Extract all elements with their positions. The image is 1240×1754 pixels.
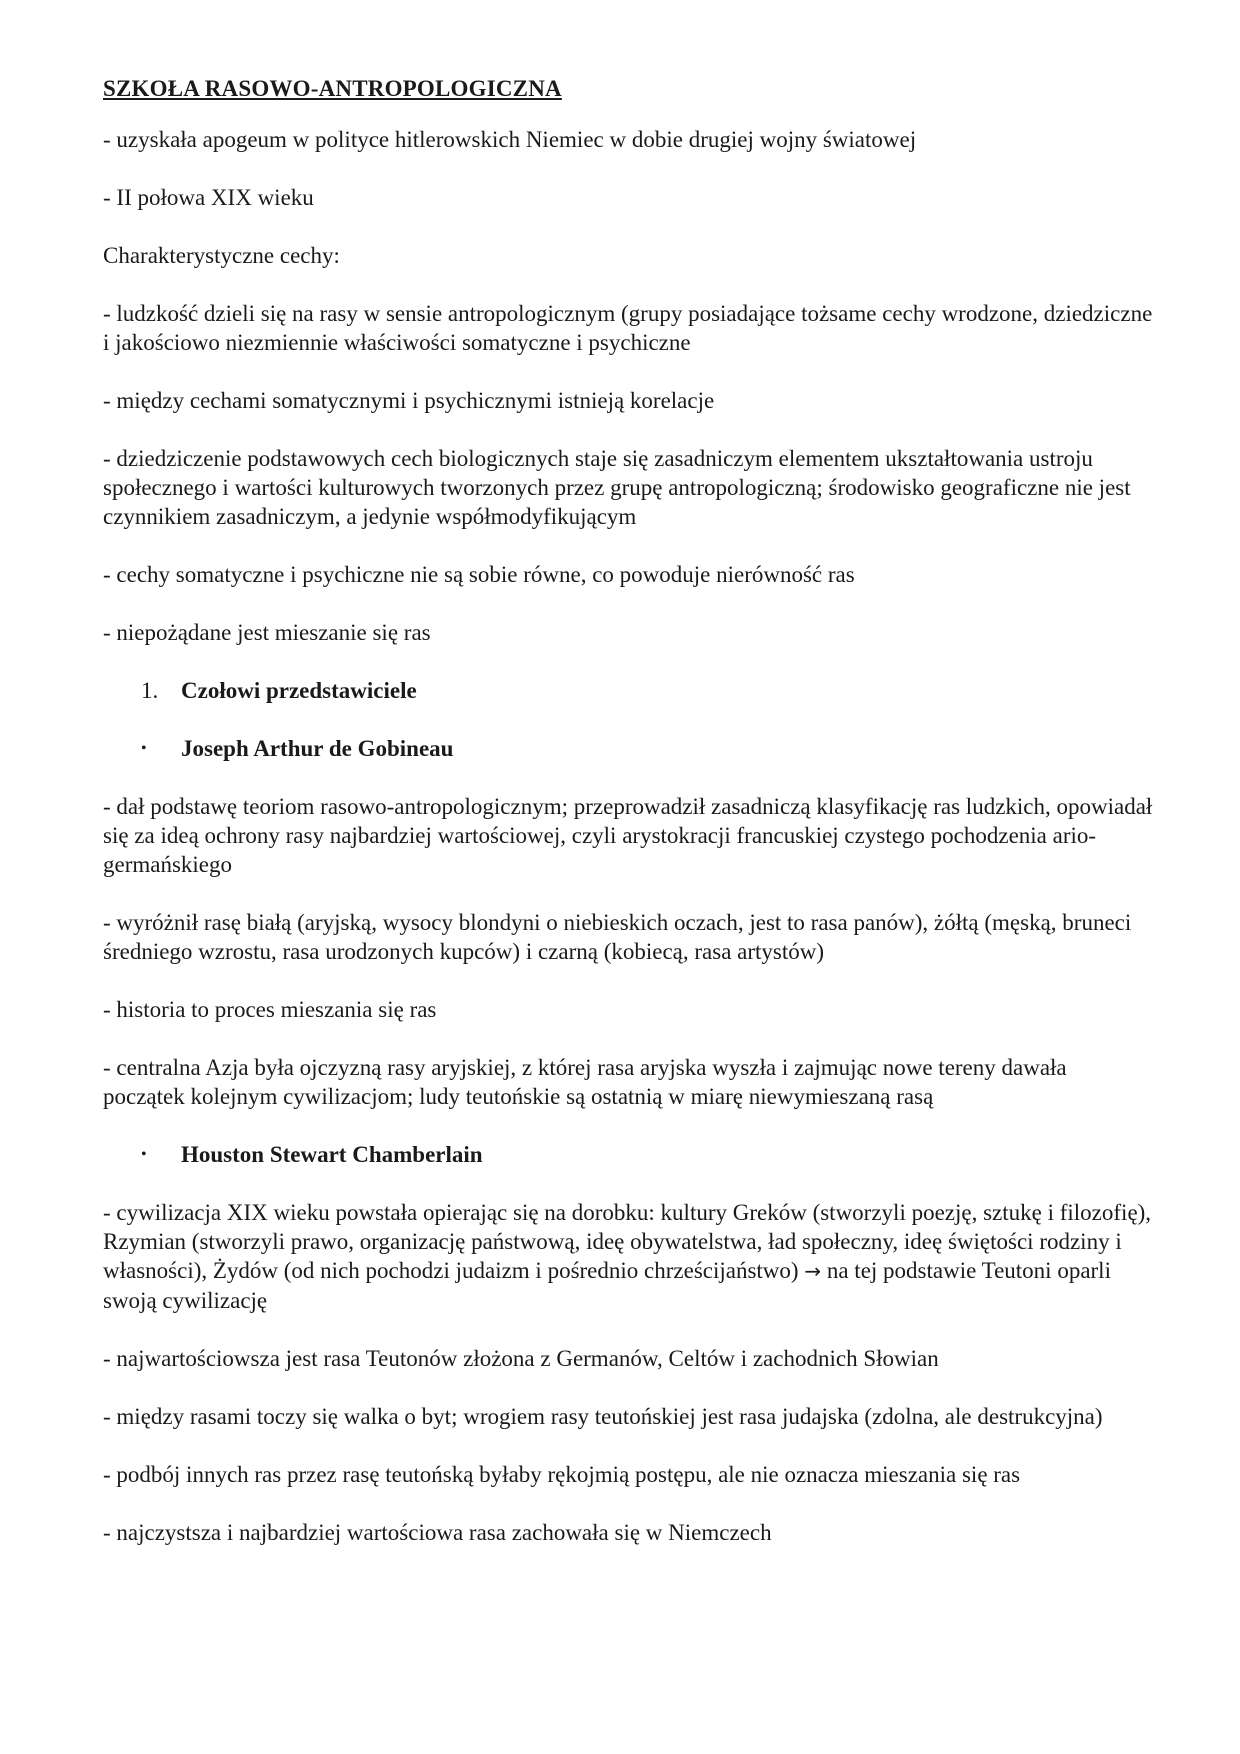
intro-paragraph: - ludzkość dzieli się na rasy w sensie antropologicznym (grupy posiadające tożsame cechy wrodzone, dziedziczne i jakościowo niezmiennie właściwości somatyczne i psychiczne (103, 301, 1153, 355)
gobineau-point: - wyróżnił rasę białą (aryjską, wysocy blondyni o niebieskich oczach, jest to rasa panów), żółtą (męską, bruneci średniego wzrostu, rasa urodzonych kupców) i czarną (kobiecą, rasa artystów) (103, 910, 1132, 964)
person-name: Joseph Arthur de Gobineau (181, 736, 454, 761)
intro-paragraph: - II połowa XIX wieku (103, 185, 314, 210)
person-heading-chamberlain (103, 1140, 1153, 1169)
person-heading-gobineau (103, 734, 1153, 763)
section-label: Czołowi przedstawiciele (181, 678, 417, 703)
intro-paragraph: - uzyskała apogeum w polityce hitlerowskich Niemiec w dobie drugiej wojny światowej (103, 127, 917, 152)
arrow-right-icon: → (804, 1259, 822, 1283)
document-body (103, 74, 1153, 1576)
chamberlain-point: - między rasami toczy się walka o byt; wrogiem rasy teutońskiej jest rasa judajska (zdolna, ale destrukcyjna) (103, 1404, 1103, 1429)
bullet-icon: • (141, 1146, 147, 1163)
chamberlain-point: - najczystsza i najbardziej wartościowa rasa zachowała się w Niemczech (103, 1520, 772, 1545)
intro-paragraph: - cechy somatyczne i psychiczne nie są sobie równe, co powoduje nierówność ras (103, 562, 855, 587)
document-title: SZKOŁA RASOWO-ANTROPOLOGICZNA (103, 76, 562, 101)
intro-paragraph: - między cechami somatycznymi i psychicznymi istnieją korelacje (103, 388, 715, 413)
chamberlain-point: - podbój innych ras przez rasę teutońską byłaby rękojmią postępu, ale nie oznacza mieszania się ras (103, 1462, 1021, 1487)
gobineau-point: - centralna Azja była ojczyzną rasy aryjskiej, z której rasa aryjska wyszła i zajmując nowe tereny dawała początek kolejnym cywilizacjom; ludy teutońskie są ostatnią w miarę niewymieszaną rasą (103, 1055, 1067, 1109)
chamberlain-point: - najwartościowsza jest rasa Teutonów złożona z Germanów, Celtów i zachodnich Słowian (103, 1346, 939, 1371)
bullet-icon: • (141, 740, 147, 757)
section-heading (103, 676, 1153, 705)
intro-heading: Charakterystyczne cechy: (103, 243, 340, 268)
intro-paragraph: - niepożądane jest mieszanie się ras (103, 620, 431, 645)
chamberlain-point (103, 1198, 1153, 1315)
chamberlain-point-text: - cywilizacja XIX wieku powstała opierając się na dorobku: kultury Greków (stworzyli poezję, sztukę i filozofię), Rzymian (stworzyli prawo, organizację państwową, ideę obywatelstwa, ład społeczny, ideę świętości rodziny i własności), Żydów (od nich pochodzi judaizm i pośrednio chrześcijaństwo) (103, 1200, 1152, 1283)
chamberlain-point-text: na tej podstawie Teutoni oparli swoją cywilizację (103, 1258, 1111, 1313)
gobineau-point: - historia to proces mieszania się ras (103, 997, 437, 1022)
intro-paragraph: - dziedziczenie podstawowych cech biologicznych staje się zasadniczym elementem ukształtowania ustroju społecznego i wartości kulturowych tworzonych przez grupę antropologiczną; środowisko geograficzne nie jest czynnikiem zasadniczym, a jedynie współmodyfikującym (103, 446, 1131, 529)
section-number: 1. (141, 678, 159, 703)
gobineau-point: - dał podstawę teoriom rasowo-antropologicznym; przeprowadził zasadniczą klasyfikację ras ludzkich, opowiadał się za ideą ochrony rasy najbardziej wartościowej, czyli arystokracji francuskiej czystego pochodzenia ario-germańskiego (103, 794, 1153, 877)
person-name: Houston Stewart Chamberlain (181, 1142, 483, 1167)
